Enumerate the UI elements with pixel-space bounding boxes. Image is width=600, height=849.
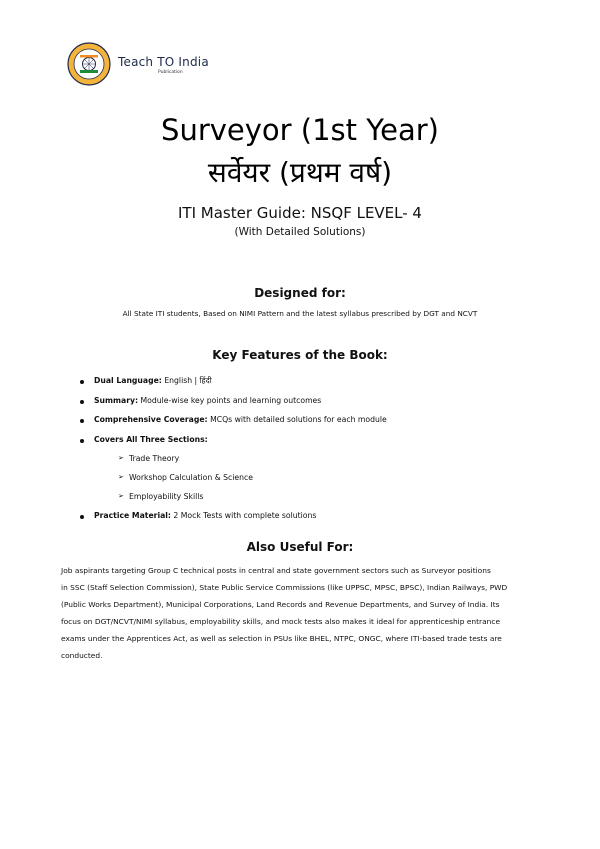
section-label: Employability Skills bbox=[129, 492, 204, 501]
paragraph-line: exams under the Apprentices Act, as well as selection in PSUs like BHEL, NTPC, ONGC, where ITI-based trade tests are bbox=[61, 634, 502, 643]
brand-name: Teach TO India bbox=[118, 55, 209, 69]
feature-label: Comprehensive Coverage: bbox=[94, 415, 208, 424]
paragraph-line: Job aspirants targeting Group C technical posts in central and state government sectors such as Surveyor positions bbox=[61, 566, 491, 575]
paragraph-line: in SSC (Staff Selection Commission), State Public Service Commissions (like UPPSC, MPSC, BPSC), Indian Railways, PWD bbox=[61, 583, 508, 592]
key-features-heading: Key Features of the Book: bbox=[212, 348, 388, 362]
bullet-icon bbox=[80, 419, 84, 423]
bullet-icon bbox=[80, 380, 84, 384]
paragraph-line: (Public Works Department), Municipal Corporations, Land Records and Revenue Departments, and Survey of India. Its bbox=[61, 600, 500, 609]
designed-for-heading: Designed for: bbox=[254, 286, 346, 300]
feature-text: MCQs with detailed solutions for each module bbox=[207, 415, 387, 424]
bullet-icon bbox=[80, 439, 84, 443]
bullet-icon bbox=[80, 400, 84, 404]
arrow-bullet-icon: ➢ bbox=[118, 473, 124, 481]
book-subtitle: ITI Master Guide: NSQF LEVEL- 4 bbox=[178, 204, 422, 222]
paragraph-line: focus on DGT/NCVT/NIMI syllabus, employability skills, and mock tests also makes it ideal for apprenticeship entrance bbox=[61, 617, 501, 626]
bullet-icon bbox=[80, 515, 84, 519]
also-useful-heading: Also Useful For: bbox=[246, 540, 354, 554]
arrow-bullet-icon: ➢ bbox=[118, 454, 124, 462]
book-subtitle-note: (With Detailed Solutions) bbox=[234, 226, 366, 238]
feature-label: Practice Material: bbox=[94, 511, 171, 520]
feature-label: Dual Language: bbox=[94, 376, 162, 385]
section-label: Workshop Calculation & Science bbox=[129, 473, 253, 482]
arrow-bullet-icon: ➢ bbox=[118, 492, 124, 500]
book-title-hindi: सर्वेयर (प्रथम वर्ष) bbox=[207, 156, 393, 189]
also-useful-paragraph bbox=[61, 562, 541, 664]
brand-block bbox=[118, 55, 209, 75]
feature-text: 2 Mock Tests with complete solutions bbox=[170, 511, 317, 520]
publisher-logo bbox=[67, 42, 111, 86]
paragraph-line: conducted. bbox=[61, 651, 103, 660]
feature-label: Covers All Three Sections: bbox=[94, 435, 208, 444]
book-title-english: Surveyor (1st Year) bbox=[161, 113, 439, 147]
section-label: Trade Theory bbox=[129, 454, 180, 463]
brand-subtitle: Publication bbox=[158, 70, 183, 75]
feature-label: Summary: bbox=[94, 396, 139, 405]
feature-text: Module-wise key points and learning outcomes bbox=[138, 396, 322, 405]
designed-for-text: All State ITI students, Based on NIMI Pattern and the latest syllabus prescribed by DGT and NCVT bbox=[122, 309, 478, 318]
feature-text: English | हिंदी bbox=[161, 376, 212, 385]
